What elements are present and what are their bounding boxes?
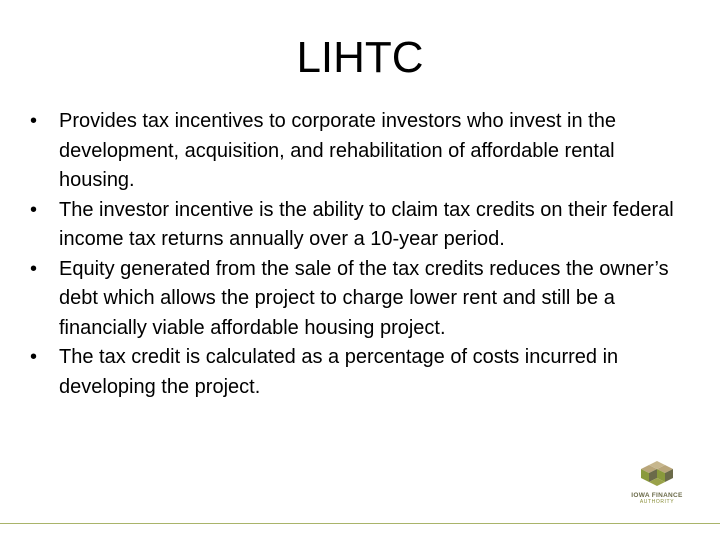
bullet-marker: •	[30, 257, 38, 280]
iowa-finance-authority-logo-icon	[639, 460, 675, 490]
logo-text-line2: AUTHORITY	[639, 499, 675, 505]
bullet-text: The tax credit is calculated as a percentage of costs incurred in developing the project.	[59, 346, 619, 398]
bullet-marker: •	[30, 346, 38, 368]
bullet-item	[30, 196, 680, 255]
bullet-text: The investor incentive is the ability to claim tax credits on their federal income tax returns annually over a 10-year period.	[59, 198, 674, 250]
footer-divider	[0, 523, 720, 524]
bullet-marker: •	[30, 198, 38, 221]
bullet-text: Equity generated from the sale of the tax credits reduces the owner’s debt which allows the project to charge lower rent and still be a financially viable affordable housing project.	[59, 257, 669, 339]
iowa-finance-authority-logo	[624, 460, 690, 512]
bullet-text: Provides tax incentives to corporate investors who invest in the development, acquisition, and rehabilitation of affordable rental housing.	[59, 110, 616, 191]
bullet-item	[30, 255, 680, 344]
slide-title: LIHTC	[296, 33, 424, 82]
bullet-item	[30, 107, 680, 196]
bullet-item	[30, 343, 680, 402]
bullet-list	[30, 107, 680, 402]
logo-text-line1: IOWA FINANCE	[631, 492, 683, 499]
bullet-marker: •	[30, 110, 38, 132]
